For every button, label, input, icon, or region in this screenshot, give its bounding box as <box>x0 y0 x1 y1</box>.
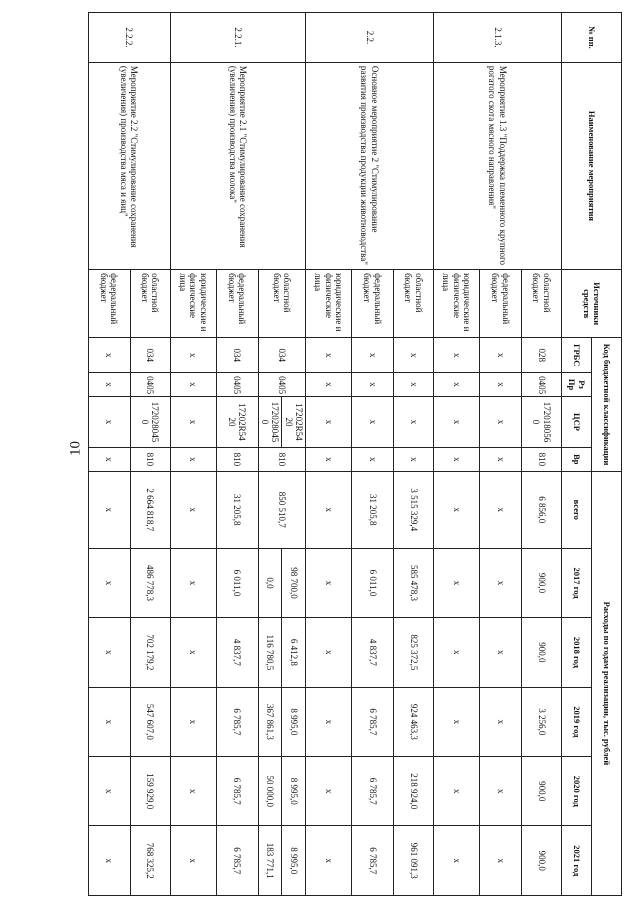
header-rzpr: Рз Пр <box>562 373 592 397</box>
vr-cell: x <box>88 447 130 471</box>
year-2021-cell: x <box>434 826 480 896</box>
year-2019-cell: x <box>170 687 216 756</box>
grbs-cell: x <box>394 338 434 373</box>
year-2019-cell: 3 256,0 <box>522 687 562 756</box>
source-cell: федеральный бюджет <box>352 270 394 338</box>
year-2021-cell-b: 183 771,1 <box>258 826 282 896</box>
csr-cell: x <box>88 396 130 447</box>
header-budget-code: Код бюджетной классификации <box>592 338 622 471</box>
source-cell: юридические и физические лица <box>434 270 480 338</box>
rzpr-cell: x <box>306 373 352 397</box>
year-2018-cell: x <box>434 618 480 687</box>
rzpr-cell: x <box>170 373 216 397</box>
total-cell: 2 664 818,7 <box>130 471 170 548</box>
csr-cell-a: 17202R54 20 <box>282 396 306 447</box>
grbs-cell: x <box>434 338 480 373</box>
table-row <box>394 13 434 896</box>
expenses-table <box>88 12 622 896</box>
year-2018-cell: 825 372,5 <box>394 618 434 687</box>
header-year-2017: 2017 год <box>562 548 592 617</box>
year-2017-cell: 6 011,0 <box>352 548 394 617</box>
year-2021-cell: 900,0 <box>522 826 562 896</box>
measure-name: Мероприятие 2.2 "Стимулирование сохранения (увеличения) производства мяса и яиц" <box>88 62 170 269</box>
year-2017-cell-b: 0,0 <box>258 548 282 617</box>
year-2020-cell: 6 785,7 <box>216 757 258 826</box>
total-cell: 3 515 329,4 <box>394 471 434 548</box>
page-number: 10 <box>67 441 84 456</box>
year-2018-cell: 4 837,7 <box>216 618 258 687</box>
year-2017-cell: 6 011,0 <box>216 548 258 617</box>
vr-cell: x <box>434 447 480 471</box>
rzpr-cell: x <box>394 373 434 397</box>
year-2019-cell-b: 367 861,3 <box>258 687 282 756</box>
year-2020-cell: 900,0 <box>522 757 562 826</box>
year-2021-cell: x <box>88 826 130 896</box>
source-cell: областной бюджет <box>394 270 434 338</box>
year-2020-cell: 6 785,7 <box>352 757 394 826</box>
grbs-cell: x <box>88 338 130 373</box>
year-2021-cell: 6 785,7 <box>216 826 258 896</box>
year-2020-cell: x <box>306 757 352 826</box>
total-cell: x <box>306 471 352 548</box>
year-2020-cell: x <box>170 757 216 826</box>
row-number: 2.2.1. <box>170 13 305 63</box>
grbs-cell: 034 <box>216 338 258 373</box>
year-2017-cell: 585 478,3 <box>394 548 434 617</box>
header-total: всего <box>562 471 592 548</box>
grbs-cell: x <box>170 338 216 373</box>
year-2018-cell: x <box>480 618 522 687</box>
source-cell: областной бюджет <box>130 270 170 338</box>
rzpr-cell: 0405 <box>216 373 258 397</box>
header-grbs: ГРБС <box>562 338 592 373</box>
header-year-2021: 2021 год <box>562 826 592 896</box>
vr-cell: 810 <box>258 447 305 471</box>
source-cell: областной бюджет <box>522 270 562 338</box>
year-2018-cell: 900,0 <box>522 618 562 687</box>
year-2020-cell-b: 50 000,0 <box>258 757 282 826</box>
csr-cell: 172018056 0 <box>522 396 562 447</box>
year-2019-cell: x <box>88 687 130 756</box>
vr-cell: 810 <box>522 447 562 471</box>
grbs-cell: x <box>306 338 352 373</box>
csr-cell: 172028045 0 <box>130 396 170 447</box>
year-2018-cell: x <box>88 618 130 687</box>
source-cell: федеральный бюджет <box>480 270 522 338</box>
total-cell: x <box>434 471 480 548</box>
csr-cell-b: 172028045 0 <box>258 396 282 447</box>
source-cell: федеральный бюджет <box>88 270 130 338</box>
vr-cell: x <box>306 447 352 471</box>
year-2021-cell: x <box>480 826 522 896</box>
year-2019-cell: 547 607,0 <box>130 687 170 756</box>
total-cell: x <box>480 471 522 548</box>
header-source: Источники средств <box>562 270 622 338</box>
csr-cell: x <box>170 396 216 447</box>
year-2018-cell: x <box>306 618 352 687</box>
total-cell: 6 856,0 <box>522 471 562 548</box>
total-cell: x <box>88 471 130 548</box>
year-2019-cell: x <box>480 687 522 756</box>
year-2021-cell: 768 325,2 <box>130 826 170 896</box>
year-2021-cell: 961 091,3 <box>394 826 434 896</box>
year-2018-cell: 4 837,7 <box>352 618 394 687</box>
year-2017-cell: 900,0 <box>522 548 562 617</box>
year-2021-cell: x <box>170 826 216 896</box>
year-2017-cell-a: 98 700,0 <box>282 548 306 617</box>
year-2018-cell-a: 6 412,8 <box>282 618 306 687</box>
vr-cell: 810 <box>216 447 258 471</box>
year-2017-cell: x <box>434 548 480 617</box>
rzpr-cell: x <box>480 373 522 397</box>
year-2019-cell-a: 8 995,0 <box>282 687 306 756</box>
csr-cell: x <box>352 396 394 447</box>
csr-cell: x <box>394 396 434 447</box>
total-cell: 850 510,7 <box>258 471 305 548</box>
year-2017-cell: x <box>480 548 522 617</box>
rzpr-cell: 0405 <box>258 373 305 397</box>
csr-cell: x <box>434 396 480 447</box>
vr-cell: x <box>170 447 216 471</box>
rzpr-cell: 0405 <box>130 373 170 397</box>
grbs-cell: x <box>480 338 522 373</box>
grbs-cell: 034 <box>130 338 170 373</box>
header-expenses: Расходы по годам реализации, тыс. рублей <box>592 471 622 895</box>
source-cell: федеральный бюджет <box>216 270 258 338</box>
year-2018-cell: x <box>170 618 216 687</box>
csr-cell: x <box>480 396 522 447</box>
measure-name: Мероприятие 2.1 "Стимулирование сохранения (увеличения) производства молока" <box>170 62 305 269</box>
total-cell: 31 205,8 <box>352 471 394 548</box>
year-2021-cell: x <box>306 826 352 896</box>
header-name: Наименование мероприятия <box>562 62 622 269</box>
year-2019-cell: 6 785,7 <box>352 687 394 756</box>
row-number: 2.2. <box>306 13 434 63</box>
year-2020-cell: x <box>434 757 480 826</box>
year-2020-cell-a: 8 995,0 <box>282 757 306 826</box>
year-2020-cell: 159 929,0 <box>130 757 170 826</box>
rotated-table-wrapper <box>92 12 622 896</box>
csr-cell: 17202R54 20 <box>216 396 258 447</box>
header-no: № пп. <box>562 13 622 63</box>
header-row-1 <box>592 13 622 896</box>
rzpr-cell: 0405 <box>522 373 562 397</box>
header-csr: ЦСР <box>562 396 592 447</box>
header-year-2020: 2020 год <box>562 757 592 826</box>
source-cell: областной бюджет <box>258 270 305 338</box>
csr-cell: x <box>306 396 352 447</box>
year-2019-cell: x <box>306 687 352 756</box>
table-row <box>282 13 306 896</box>
rzpr-cell: x <box>88 373 130 397</box>
year-2017-cell: 486 778,3 <box>130 548 170 617</box>
header-year-2018: 2018 год <box>562 618 592 687</box>
header-year-2019: 2019 год <box>562 687 592 756</box>
year-2017-cell: x <box>170 548 216 617</box>
grbs-cell: 034 <box>258 338 305 373</box>
year-2020-cell: x <box>480 757 522 826</box>
year-2018-cell-b: 116 780,5 <box>258 618 282 687</box>
year-2021-cell-a: 8 995,0 <box>282 826 306 896</box>
row-number: 2.2.2. <box>88 13 170 63</box>
total-cell: 31 205,8 <box>216 471 258 548</box>
year-2017-cell: x <box>306 548 352 617</box>
source-cell: юридические и физические лица <box>170 270 216 338</box>
vr-cell: x <box>352 447 394 471</box>
vr-cell: x <box>480 447 522 471</box>
vr-cell: 810 <box>130 447 170 471</box>
vr-cell: x <box>394 447 434 471</box>
measure-name: Мероприятие 1.3 "Поддержка племенного крупного рогатого скота мясного направления" <box>434 62 562 269</box>
total-cell: x <box>170 471 216 548</box>
measure-name: Основное мероприятие 2 "Стимулирование развития производства продукции животноводства" <box>306 62 434 269</box>
source-cell: юридические и физические лица <box>306 270 352 338</box>
table-row <box>522 13 562 896</box>
year-2019-cell: x <box>434 687 480 756</box>
header-vr: Вр <box>562 447 592 471</box>
year-2019-cell: 6 785,7 <box>216 687 258 756</box>
grbs-cell: x <box>352 338 394 373</box>
year-2020-cell: x <box>88 757 130 826</box>
table-row <box>130 13 170 896</box>
year-2019-cell: 924 463,3 <box>394 687 434 756</box>
year-2018-cell: 702 179,2 <box>130 618 170 687</box>
rzpr-cell: x <box>352 373 394 397</box>
row-number: 2.1.3. <box>434 13 562 63</box>
year-2020-cell: 218 924,0 <box>394 757 434 826</box>
year-2017-cell: x <box>88 548 130 617</box>
year-2021-cell: 6 785,7 <box>352 826 394 896</box>
rzpr-cell: x <box>434 373 480 397</box>
grbs-cell: 028 <box>522 338 562 373</box>
